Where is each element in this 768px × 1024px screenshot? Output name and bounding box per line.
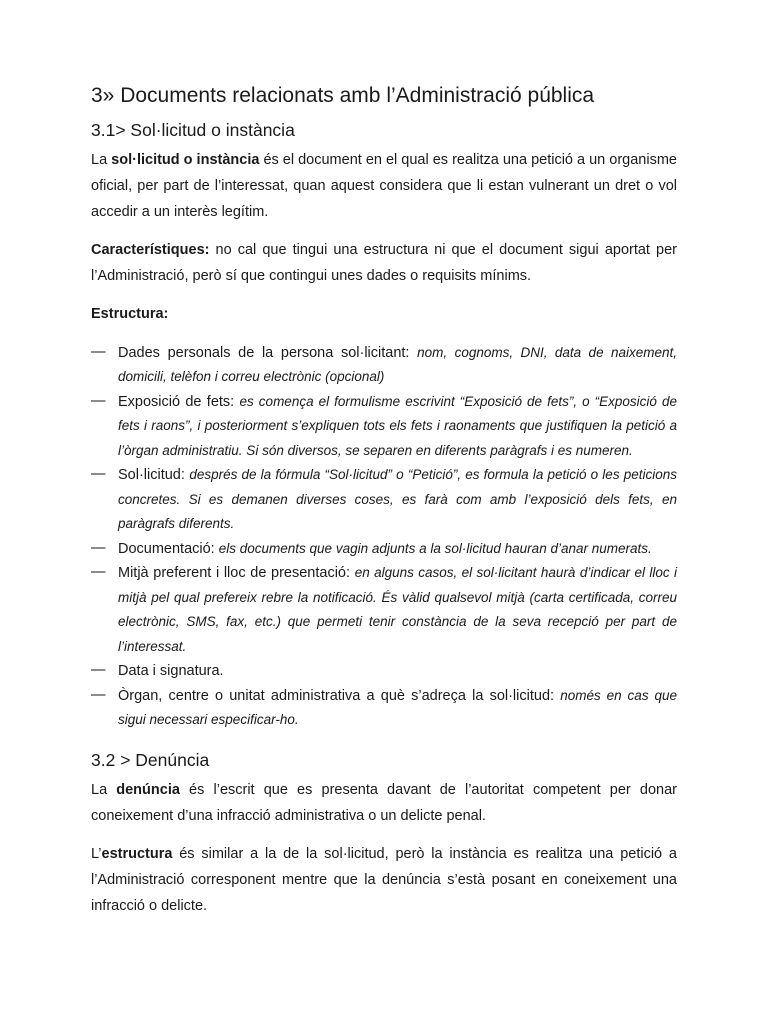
complaint-structure-paragraph — [91, 841, 677, 919]
item-detail: només en cas que sigui necessari especificar-ho. — [118, 687, 677, 728]
intro-text-post: és el document en el qual es realitza una petició a un organisme oficial, per part de l’interessat, quan aquest considera que li estan vulnerant un dret o vol accedir a un interès legítim. — [91, 151, 677, 220]
complaint-term-bold: denúncia — [116, 781, 180, 798]
section-title-request: 3.1> Sol·licitud o instància — [91, 120, 295, 141]
intro-term-bold: sol·licitud o instància — [111, 151, 260, 168]
item-detail: després de la fórmula “Sol·licitud” o “Petició”, es formula la petició o les peticions concretes. Si es demanen diverses coses, es farà com amb l’exposició dels fets, en paràgrafs diferents. — [118, 467, 677, 532]
item-detail: en alguns casos, el sol·licitant haurà d’indicar el lloc i mitjà pel qual prefereix rebre la notificació. És vàlid qualsevol mitjà (carta certificada, correu electrònic, SMS, fax, etc.) que permeti tenir constància de la seva recepció per part de l’interessat. — [118, 565, 677, 654]
structure-list — [91, 341, 677, 733]
page-title: 3» Documents relacionats amb l’Administració pública — [91, 84, 595, 107]
dash-bullet: — — [91, 343, 106, 360]
complaint-text-pre: La — [91, 781, 117, 798]
list-item — [91, 684, 677, 733]
item-detail: es comença el formulisme escrivint “Exposició de fets”, o “Exposició de fets i raons”, i posteriorment s’expliquen tots els fets i raonaments que justifiquen la petició a l’òrgan administratiu. Si són diversos, se separen en diferents paràgrafs i es numeren. — [118, 393, 677, 458]
item-label: Mitjà preferent i lloc de presentació: — [118, 565, 355, 582]
list-item — [91, 390, 677, 464]
dash-bullet: — — [91, 392, 106, 409]
structure-text-post: és similar a la de la sol·licitud, però la instància es realitza una petició a l’Administració corresponent mentre que la denúncia s’està posant en coneixement una infracció o delicte. — [91, 845, 677, 914]
item-detail: nom, cognoms, DNI, data de naixement, domicili, telèfon i correu electrònic (opcional) — [118, 344, 678, 385]
item-label: Sol·licitud: — [118, 467, 190, 484]
list-item — [91, 463, 677, 537]
item-label: Òrgan, centre o unitat administrativa a què s’adreça la sol·licitud: — [118, 687, 561, 704]
intro-text-pre: La — [91, 151, 112, 168]
structure-label-paragraph — [91, 301, 677, 327]
item-label: Data i signatura. — [118, 663, 224, 680]
structure-label: Estructura: — [91, 305, 169, 322]
dash-bullet: — — [91, 539, 106, 556]
dash-bullet: — — [91, 466, 106, 483]
list-item — [91, 659, 677, 684]
request-intro-paragraph — [91, 147, 677, 225]
structure-text-pre: L’ — [91, 845, 102, 862]
features-text: no cal que tingui una estructura ni que el document sigui aportat per l’Administració, però sí que contingui unes dades o requisits mínims. — [91, 241, 677, 284]
dash-bullet: — — [91, 662, 106, 679]
features-paragraph — [91, 237, 677, 289]
structure-term-bold: estructura — [101, 845, 173, 862]
dash-bullet: — — [91, 686, 106, 703]
item-detail: els documents que vagin adjunts a la sol·licitud hauran d’anar numerats. — [218, 540, 652, 556]
dash-bullet: — — [91, 564, 106, 581]
list-item — [91, 561, 677, 659]
complaint-intro-paragraph — [91, 777, 677, 829]
complaint-text-post: és l’escrit que es presenta davant de l’autoritat competent per donar coneixement d’una infracció administrativa o un delicte penal. — [91, 781, 677, 824]
section-title-complaint: 3.2 > Denúncia — [91, 749, 210, 770]
features-label: Característiques: — [91, 241, 210, 258]
list-item — [91, 341, 677, 390]
item-label: Dades personals de la persona sol·licitant: — [118, 344, 418, 361]
list-item — [91, 537, 677, 562]
item-label: Exposició de fets: — [118, 393, 240, 410]
item-label: Documentació: — [118, 540, 219, 557]
